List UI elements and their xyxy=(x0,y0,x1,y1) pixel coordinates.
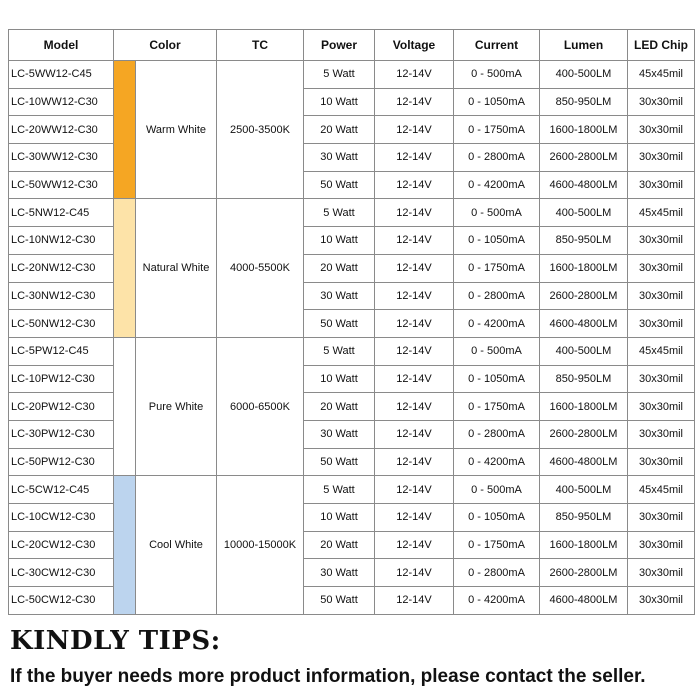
table-row xyxy=(9,282,695,310)
voltage-cell: 12-14V xyxy=(375,61,454,89)
model-cell: LC-50NW12-C30 xyxy=(9,310,114,338)
color-name-cell: Pure White xyxy=(136,337,217,475)
header-lumen: Lumen xyxy=(540,30,628,61)
current-cell: 0 - 4200mA xyxy=(454,310,540,338)
power-cell: 20 Watt xyxy=(304,531,375,559)
lumen-cell: 1600-1800LM xyxy=(540,393,628,421)
tc-cell: 6000-6500K xyxy=(217,337,304,475)
header-led-chip: LED Chip xyxy=(628,30,695,61)
current-cell: 0 - 1050mA xyxy=(454,227,540,255)
model-cell: LC-5CW12-C45 xyxy=(9,476,114,504)
table-row xyxy=(9,504,695,532)
color-name-cell: Cool White xyxy=(136,476,217,614)
table-row xyxy=(9,61,695,89)
tc-cell: 2500-3500K xyxy=(217,61,304,199)
color-swatch xyxy=(114,199,136,337)
lumen-cell: 4600-4800LM xyxy=(540,310,628,338)
led-chip-cell: 30x30mil xyxy=(628,116,695,144)
table-row xyxy=(9,420,695,448)
table-row xyxy=(9,476,695,504)
header-model: Model xyxy=(9,30,114,61)
voltage-cell: 12-14V xyxy=(375,116,454,144)
table-row xyxy=(9,227,695,255)
model-cell: LC-20NW12-C30 xyxy=(9,254,114,282)
current-cell: 0 - 4200mA xyxy=(454,171,540,199)
power-cell: 50 Watt xyxy=(304,310,375,338)
current-cell: 0 - 500mA xyxy=(454,476,540,504)
lumen-cell: 1600-1800LM xyxy=(540,116,628,144)
header-tc: TC xyxy=(217,30,304,61)
voltage-cell: 12-14V xyxy=(375,337,454,365)
led-chip-cell: 45x45mil xyxy=(628,337,695,365)
model-cell: LC-50PW12-C30 xyxy=(9,448,114,476)
table-header xyxy=(9,30,695,61)
led-chip-cell: 30x30mil xyxy=(628,144,695,172)
voltage-cell: 12-14V xyxy=(375,171,454,199)
current-cell: 0 - 2800mA xyxy=(454,144,540,172)
lumen-cell: 400-500LM xyxy=(540,476,628,504)
model-cell: LC-5WW12-C45 xyxy=(9,61,114,89)
led-chip-cell: 30x30mil xyxy=(628,171,695,199)
current-cell: 0 - 1750mA xyxy=(454,393,540,421)
current-cell: 0 - 2800mA xyxy=(454,559,540,587)
voltage-cell: 12-14V xyxy=(375,420,454,448)
table-row xyxy=(9,310,695,338)
current-cell: 0 - 2800mA xyxy=(454,420,540,448)
power-cell: 50 Watt xyxy=(304,587,375,615)
model-cell: LC-5PW12-C45 xyxy=(9,337,114,365)
lumen-cell: 850-950LM xyxy=(540,504,628,532)
led-chip-cell: 30x30mil xyxy=(628,559,695,587)
power-cell: 5 Watt xyxy=(304,61,375,89)
model-cell: LC-20CW12-C30 xyxy=(9,531,114,559)
table-row xyxy=(9,531,695,559)
led-chip-cell: 30x30mil xyxy=(628,282,695,310)
header-current: Current xyxy=(454,30,540,61)
current-cell: 0 - 2800mA xyxy=(454,282,540,310)
led-chip-cell: 45x45mil xyxy=(628,61,695,89)
voltage-cell: 12-14V xyxy=(375,504,454,532)
led-chip-cell: 30x30mil xyxy=(628,531,695,559)
table-body xyxy=(9,61,695,615)
model-cell: LC-30PW12-C30 xyxy=(9,420,114,448)
table-row xyxy=(9,559,695,587)
current-cell: 0 - 1750mA xyxy=(454,531,540,559)
table-row xyxy=(9,587,695,615)
model-cell: LC-30NW12-C30 xyxy=(9,282,114,310)
current-cell: 0 - 500mA xyxy=(454,337,540,365)
power-cell: 5 Watt xyxy=(304,337,375,365)
power-cell: 20 Watt xyxy=(304,116,375,144)
table-row xyxy=(9,144,695,172)
current-cell: 0 - 500mA xyxy=(454,199,540,227)
led-chip-cell: 45x45mil xyxy=(628,199,695,227)
tc-cell: 4000-5500K xyxy=(217,199,304,337)
power-cell: 10 Watt xyxy=(304,227,375,255)
lumen-cell: 400-500LM xyxy=(540,199,628,227)
led-chip-cell: 30x30mil xyxy=(628,504,695,532)
model-cell: LC-30CW12-C30 xyxy=(9,559,114,587)
power-cell: 30 Watt xyxy=(304,559,375,587)
color-name-cell: Warm White xyxy=(136,61,217,199)
power-cell: 10 Watt xyxy=(304,365,375,393)
led-chip-cell: 30x30mil xyxy=(628,420,695,448)
current-cell: 0 - 4200mA xyxy=(454,448,540,476)
color-swatch xyxy=(114,337,136,475)
led-chip-cell: 30x30mil xyxy=(628,88,695,116)
lumen-cell: 400-500LM xyxy=(540,337,628,365)
voltage-cell: 12-14V xyxy=(375,393,454,421)
power-cell: 30 Watt xyxy=(304,144,375,172)
model-cell: LC-50CW12-C30 xyxy=(9,587,114,615)
table-row xyxy=(9,199,695,227)
table-row xyxy=(9,171,695,199)
lumen-cell: 4600-4800LM xyxy=(540,171,628,199)
voltage-cell: 12-14V xyxy=(375,282,454,310)
model-cell: LC-50WW12-C30 xyxy=(9,171,114,199)
led-chip-cell: 30x30mil xyxy=(628,393,695,421)
led-chip-cell: 30x30mil xyxy=(628,310,695,338)
lumen-cell: 2600-2800LM xyxy=(540,420,628,448)
current-cell: 0 - 1050mA xyxy=(454,365,540,393)
tc-cell: 10000-15000K xyxy=(217,476,304,614)
led-chip-cell: 30x30mil xyxy=(628,254,695,282)
power-cell: 10 Watt xyxy=(304,504,375,532)
table-row xyxy=(9,254,695,282)
power-cell: 5 Watt xyxy=(304,199,375,227)
current-cell: 0 - 1050mA xyxy=(454,88,540,116)
led-chip-cell: 45x45mil xyxy=(628,476,695,504)
table-row xyxy=(9,365,695,393)
lumen-cell: 850-950LM xyxy=(540,88,628,116)
lumen-cell: 2600-2800LM xyxy=(540,559,628,587)
power-cell: 10 Watt xyxy=(304,88,375,116)
power-cell: 30 Watt xyxy=(304,282,375,310)
current-cell: 0 - 500mA xyxy=(454,61,540,89)
lumen-cell: 4600-4800LM xyxy=(540,448,628,476)
power-cell: 30 Watt xyxy=(304,420,375,448)
voltage-cell: 12-14V xyxy=(375,227,454,255)
lumen-cell: 1600-1800LM xyxy=(540,531,628,559)
led-chip-cell: 30x30mil xyxy=(628,227,695,255)
model-cell: LC-30WW12-C30 xyxy=(9,144,114,172)
spec-table xyxy=(8,29,695,615)
voltage-cell: 12-14V xyxy=(375,144,454,172)
voltage-cell: 12-14V xyxy=(375,476,454,504)
color-swatch xyxy=(114,476,136,614)
lumen-cell: 1600-1800LM xyxy=(540,254,628,282)
voltage-cell: 12-14V xyxy=(375,199,454,227)
lumen-cell: 2600-2800LM xyxy=(540,282,628,310)
voltage-cell: 12-14V xyxy=(375,531,454,559)
table-row xyxy=(9,393,695,421)
lumen-cell: 400-500LM xyxy=(540,61,628,89)
header-color: Color xyxy=(114,30,217,61)
color-swatch xyxy=(114,61,136,199)
header-voltage: Voltage xyxy=(375,30,454,61)
model-cell: LC-20WW12-C30 xyxy=(9,116,114,144)
power-cell: 20 Watt xyxy=(304,254,375,282)
lumen-cell: 2600-2800LM xyxy=(540,144,628,172)
led-chip-cell: 30x30mil xyxy=(628,448,695,476)
voltage-cell: 12-14V xyxy=(375,365,454,393)
power-cell: 5 Watt xyxy=(304,476,375,504)
current-cell: 0 - 1050mA xyxy=(454,504,540,532)
power-cell: 50 Watt xyxy=(304,171,375,199)
tips-title: KINDLY TIPS: xyxy=(10,626,221,656)
current-cell: 0 - 1750mA xyxy=(454,116,540,144)
model-cell: LC-5NW12-C45 xyxy=(9,199,114,227)
power-cell: 50 Watt xyxy=(304,448,375,476)
lumen-cell: 4600-4800LM xyxy=(540,587,628,615)
voltage-cell: 12-14V xyxy=(375,448,454,476)
power-cell: 20 Watt xyxy=(304,393,375,421)
led-chip-cell: 30x30mil xyxy=(628,365,695,393)
voltage-cell: 12-14V xyxy=(375,254,454,282)
voltage-cell: 12-14V xyxy=(375,559,454,587)
current-cell: 0 - 1750mA xyxy=(454,254,540,282)
model-cell: LC-10NW12-C30 xyxy=(9,227,114,255)
table-row xyxy=(9,337,695,365)
current-cell: 0 - 4200mA xyxy=(454,587,540,615)
table-row xyxy=(9,448,695,476)
voltage-cell: 12-14V xyxy=(375,310,454,338)
table-row xyxy=(9,116,695,144)
lumen-cell: 850-950LM xyxy=(540,365,628,393)
model-cell: LC-10PW12-C30 xyxy=(9,365,114,393)
voltage-cell: 12-14V xyxy=(375,587,454,615)
model-cell: LC-20PW12-C30 xyxy=(9,393,114,421)
header-row xyxy=(9,30,695,61)
header-power: Power xyxy=(304,30,375,61)
led-chip-cell: 30x30mil xyxy=(628,587,695,615)
model-cell: LC-10CW12-C30 xyxy=(9,504,114,532)
tips-text: If the buyer needs more product information, please contact the seller. xyxy=(10,666,646,687)
table-row xyxy=(9,88,695,116)
voltage-cell: 12-14V xyxy=(375,88,454,116)
color-name-cell: Natural White xyxy=(136,199,217,337)
model-cell: LC-10WW12-C30 xyxy=(9,88,114,116)
lumen-cell: 850-950LM xyxy=(540,227,628,255)
